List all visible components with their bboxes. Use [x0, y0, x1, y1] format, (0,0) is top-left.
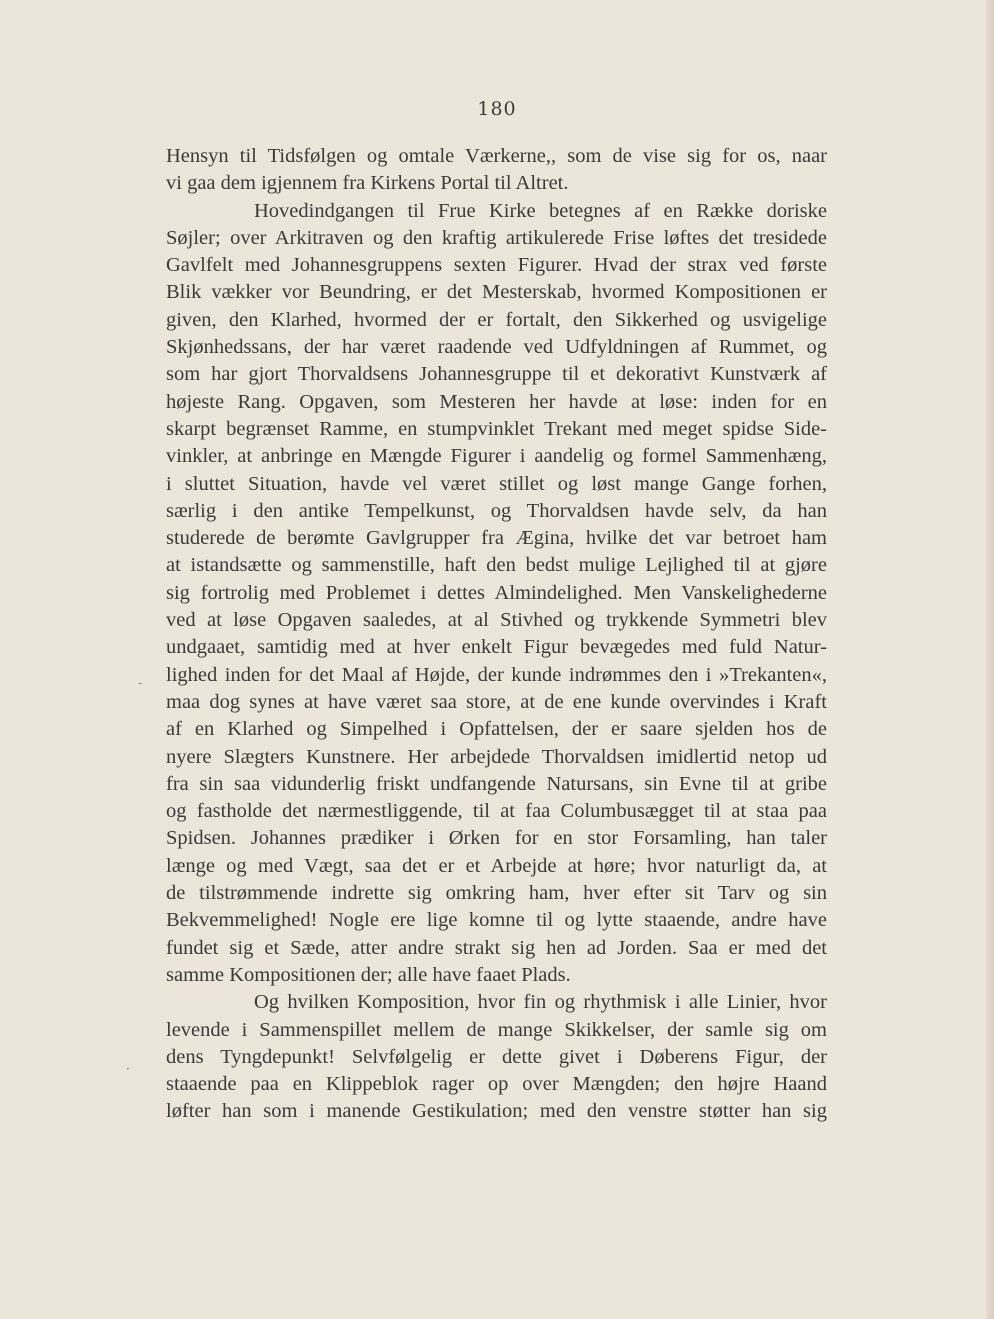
text-line: lighed inden for det Maal af Højde, der kunde indrømmes den i »Trekanten«,	[166, 663, 827, 686]
text-line: af en Klarhed og Simpelhed i Opfattelsen, der er saare sjelden hos de	[166, 718, 827, 741]
text-line: Hensyn til Tidsfølgen og omtale Værkerne,, som de vise sig for os, naar	[166, 145, 827, 167]
text-line: Spidsen. Johannes prædiker i Ørken for en stor Forsamling, han taler	[166, 827, 827, 850]
text-line: og fastholde det nærmestliggende, til at faa Columbusægget til at staa paa	[166, 800, 827, 823]
text-line: Og hvilken Komposition, hvor fin og rhythmisk i alle Linier, hvor	[254, 991, 827, 1014]
text-line: staaende paa en Klippeblok rager op over Mængden; den højre Haand	[166, 1073, 827, 1096]
text-line: særlig i den antike Tempelkunst, og Thorvaldsen havde selv, da han	[166, 499, 827, 522]
text-line: studerede de berømte Gavlgrupper fra Ægina, hvilke det var betroet ham	[166, 527, 827, 550]
text-line: Blik vækker vor Beundring, er det Mesterskab, hvormed Kompositionen er	[166, 281, 827, 304]
text-line: maa dog synes at have været saa store, at de ene kunde overvindes i Kraft	[166, 690, 827, 713]
text-line: Bekvemmelighed! Nogle ere lige komne til og lytte staaende, andre have	[166, 909, 827, 932]
text-line: ved at løse Opgaven saaledes, at al Stivhed og trykkende Symmetri blev	[166, 609, 827, 632]
text-line: levende i Sammenspillet mellem de mange Skikkelser, der samle sig om	[166, 1018, 827, 1041]
text-line: i sluttet Situation, havde vel været stillet og løst mange Gange forhen,	[166, 472, 827, 495]
text-line: sig fortrolig med Problemet i dettes Almindelighed. Men Vanskelighederne	[166, 581, 827, 604]
text-line: løfter han som i manende Gestikulation; med den venstre støtter han sig	[166, 1100, 827, 1123]
text-line: vi gaa dem igjennem fra Kirkens Portal til Altret.	[166, 172, 569, 195]
margin-mark: -	[138, 676, 143, 690]
text-line: højeste Rang. Opgaven, som Mesteren her havde at løse: inden for en	[166, 390, 827, 413]
text-line: længe og med Vægt, saa det er et Arbejde at høre; hvor naturligt da, at	[166, 854, 827, 877]
text-line: som har gjort Thorvaldsens Johannesgruppe til et dekorativt Kunstværk af	[166, 363, 827, 386]
text-line: nyere Slægters Kunstnere. Her arbejdede Thorvaldsen imidlertid netop ud	[166, 745, 827, 768]
page-edge	[986, 0, 994, 1319]
text-line: at istandsætte og sammenstille, haft den bedst mulige Lejlighed til at gjøre	[166, 554, 827, 577]
text-line: skarpt begrænset Ramme, en stumpvinklet Trekant med meget spidse Side-	[166, 417, 827, 440]
text-line: fra sin saa vidunderlig friskt undfangende Natursans, sin Evne til at gribe	[166, 772, 827, 795]
text-line: given, den Klarhed, hvormed der er fortalt, den Sikkerhed og usvigelige	[166, 308, 827, 331]
text-line: Hovedindgangen til Frue Kirke betegnes af en Række doriske	[254, 199, 827, 222]
page-number: 180	[477, 98, 517, 120]
text-line: de tilstrømmende indrette sig omkring ham, hver efter sit Tarv og sin	[166, 882, 827, 905]
margin-mark: ·	[126, 1062, 130, 1076]
text-line: vinkler, at anbringe en Mængde Figurer i aandelig og formel Sammenhæng,	[166, 445, 827, 468]
text-line: Gavlfelt med Johannesgruppens sexten Figurer. Hvad der strax ved første	[166, 254, 827, 277]
text-line: undgaaet, samtidig med at hver enkelt Figur bevægedes med fuld Natur-	[166, 636, 827, 659]
text-line: Skjønhedssans, der har været raadende ved Udfyldningen af Rummet, og	[166, 336, 827, 359]
text-line: samme Kompositionen der; alle have faaet Plads.	[166, 963, 571, 986]
text-line: Søjler; over Arkitraven og den kraftig artikulerede Frise løftes det tresidede	[166, 226, 827, 249]
text-line: fundet sig et Sæde, atter andre strakt sig hen ad Jorden. Saa er med det	[166, 936, 827, 959]
text-line: dens Tyngdepunkt! Selvfølgelig er dette givet i Døberens Figur, der	[166, 1045, 827, 1068]
body-text	[166, 143, 827, 1126]
